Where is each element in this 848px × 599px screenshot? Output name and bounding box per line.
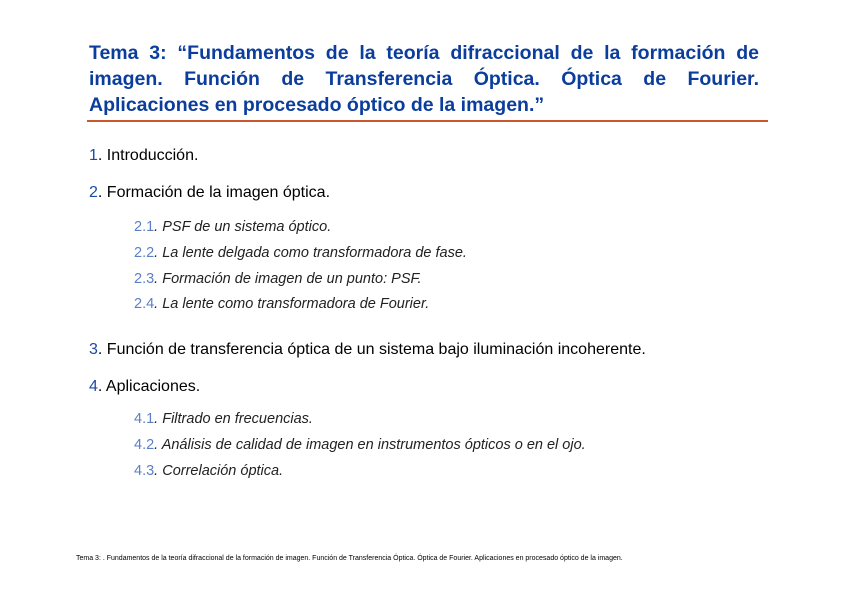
subitem-label: . PSF de un sistema óptico. <box>154 219 332 235</box>
subitem-label: . Formación de imagen de un punto: PSF. <box>154 271 422 287</box>
outline-subitem-4-3 <box>134 462 283 480</box>
outline-subitem-4-1 <box>134 410 313 428</box>
item-label: . Aplicaciones. <box>97 378 201 395</box>
outline-item-2 <box>89 183 330 203</box>
subitem-label: . Análisis de calidad de imagen en instrumentos ópticos o en el ojo. <box>154 437 586 453</box>
subitem-number: 2.1 <box>134 219 155 235</box>
outline-subitem-2-4 <box>134 295 429 313</box>
subitem-number: 4.3 <box>134 463 155 479</box>
subitem-number: 2.4 <box>134 296 155 312</box>
item-number: 1 <box>89 147 98 164</box>
subitem-number: 2.2 <box>134 245 155 261</box>
outline-item-4 <box>89 377 200 397</box>
outline-item-3 <box>89 340 646 360</box>
outline-subitem-2-2 <box>134 244 467 262</box>
title-divider <box>87 120 768 122</box>
slide-title: Tema 3: “Fundamentos de la teoría difraccional de la formación de imagen. Función de Transferencia Óptica. Óptica de Fourier. Aplicaciones en procesado óptico de la imagen.” <box>89 42 759 116</box>
item-number: 2 <box>89 184 98 201</box>
subitem-label: . La lente delgada como transformadora de fase. <box>154 245 467 261</box>
subitem-number: 4.2 <box>134 437 155 453</box>
item-number: 3 <box>89 341 98 358</box>
outline-subitem-2-3 <box>134 270 422 288</box>
subitem-number: 2.3 <box>134 271 155 287</box>
outline-subitem-2-1 <box>134 218 331 236</box>
slide-footer: Tema 3: . Fundamentos de la teoría difraccional de la formación de imagen. Función de Transferencia Óptica. Óptica de Fourier. Aplicaciones en procesado óptico de la imagen. <box>76 555 623 562</box>
outline-subitem-4-2 <box>134 436 586 454</box>
item-label: . Introducción. <box>97 147 199 164</box>
item-label: . Función de transferencia óptica de un sistema bajo iluminación incoherente. <box>97 341 646 358</box>
subitem-label: . Filtrado en frecuencias. <box>154 411 313 427</box>
subitem-label: . La lente como transformadora de Fourier. <box>154 296 430 312</box>
outline-item-1 <box>89 146 198 166</box>
item-number: 4 <box>89 378 98 395</box>
item-label: . Formación de la imagen óptica. <box>97 184 331 201</box>
subitem-label: . Correlación óptica. <box>154 463 284 479</box>
subitem-number: 4.1 <box>134 411 155 427</box>
